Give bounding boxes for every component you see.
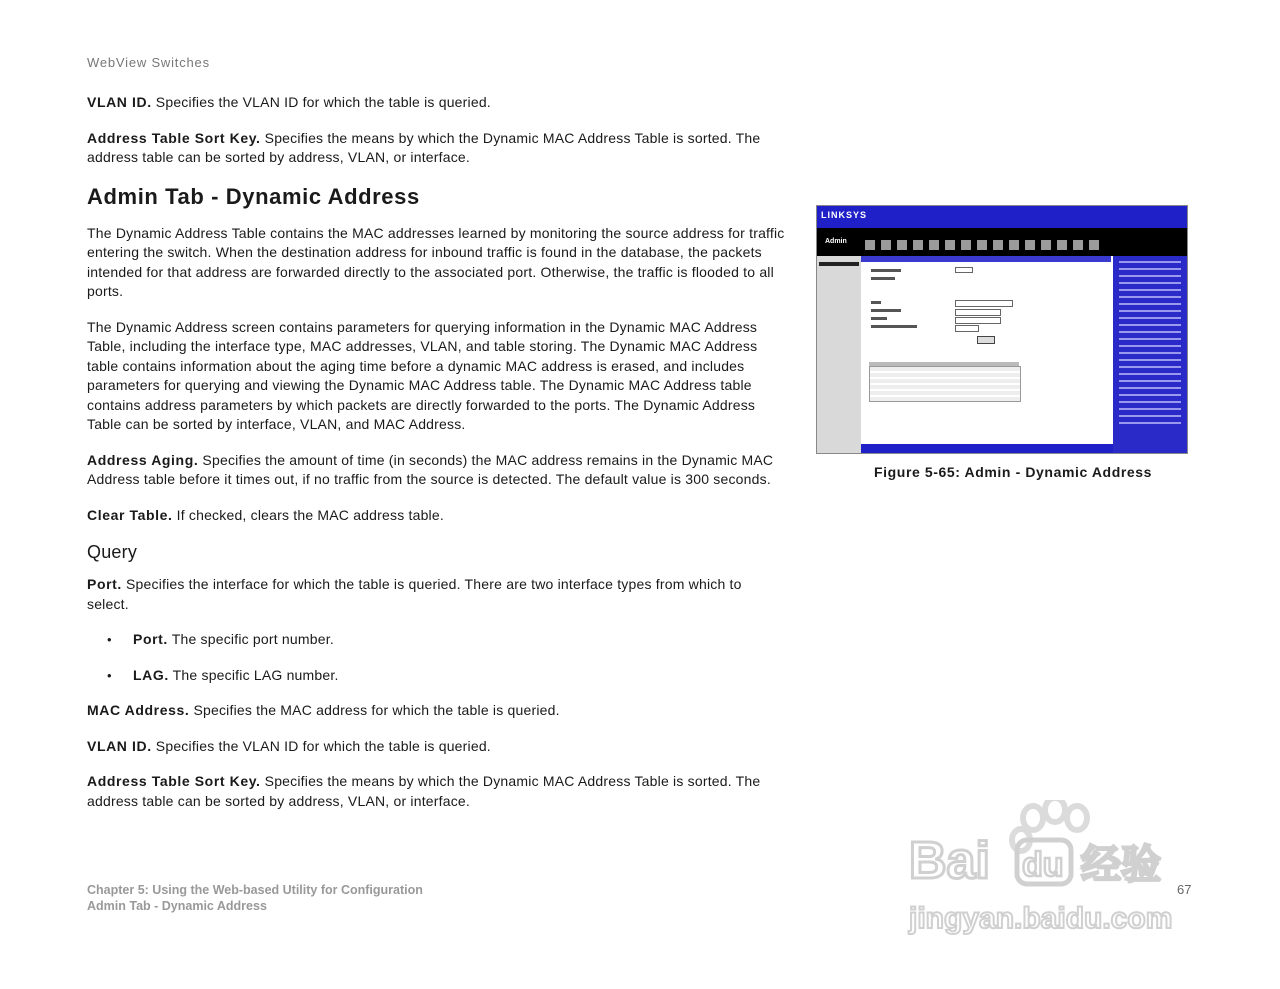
screenshot-bottom-bar <box>861 444 1113 453</box>
clear-table-paragraph <box>87 506 787 526</box>
clear-table-text: If checked, clears the MAC address table. <box>172 506 444 523</box>
svg-text:经验: 经验 <box>1081 842 1161 888</box>
linksys-logo: LINKSYS <box>821 210 868 220</box>
vlan-id-text: Specifies the VLAN ID for which the table is queried. <box>151 94 491 110</box>
sort-key-paragraph <box>87 129 787 168</box>
sort-key-term: Address Table Sort Key. <box>87 129 261 146</box>
sort-key-query-text: Specifies the means by which the Dynamic MAC Address Table is sorted. The address table can be sorted by address, VLAN, or interface. <box>87 773 761 809</box>
mac-address-paragraph <box>87 701 787 721</box>
list-item <box>107 666 787 686</box>
port-paragraph <box>87 575 787 614</box>
query-subheading: Query <box>87 542 138 562</box>
bullet-term: LAG. <box>133 666 169 683</box>
page-footer <box>87 882 423 914</box>
running-header: WebView Switches <box>87 55 210 70</box>
screenshot-subtab-bar <box>861 256 1111 262</box>
screenshot-admin-label: Admin <box>825 238 847 245</box>
intro-paragraph: The Dynamic Address Table contains the MAC addresses learned by monitoring the source address for traffic entering the switch. When the destination address for inbound traffic is found in the database, the packets intended for that address are forwarded directly to the associated port. Otherwise, the traffic is flooded to all ports. <box>87 224 785 299</box>
page-number: 67 <box>1177 882 1192 897</box>
screenshot-help-panel <box>1113 256 1187 453</box>
port-term: Port. <box>87 576 122 592</box>
screenshot-sidebar <box>817 256 861 453</box>
vlan-id-query-text: Specifies the VLAN ID for which the table is queried. <box>151 737 491 754</box>
bullet-text: The specific LAG number. <box>168 666 339 683</box>
sort-key-query-paragraph <box>87 772 787 811</box>
figure-caption: Figure 5-65: Admin - Dynamic Address <box>874 464 1153 480</box>
mac-address-text: Specifies the MAC address for which the table is queried. <box>189 702 560 718</box>
section-heading: Admin Tab - Dynamic Address <box>87 183 420 209</box>
bullet-text: The specific port number. <box>167 631 334 647</box>
figure-screenshot <box>816 205 1188 454</box>
list-item <box>107 630 787 650</box>
main-column <box>87 93 787 827</box>
mac-address-term: MAC Address. <box>87 702 190 718</box>
interface-type-list <box>107 630 787 685</box>
footer-chapter: Chapter 5: Using the Web-based Utility for Configuration <box>87 883 423 897</box>
sort-key-query-term: Address Table Sort Key. <box>87 773 261 789</box>
svg-text:du: du <box>1022 846 1064 884</box>
footer-section: Admin Tab - Dynamic Address <box>87 899 267 913</box>
screenshot-main-panel <box>863 264 1109 434</box>
clear-table-term: Clear Table. <box>87 506 173 523</box>
vlan-id-query-paragraph <box>87 737 787 757</box>
vlan-id-query-term: VLAN ID. <box>87 737 152 754</box>
svg-text:Bai: Bai <box>909 832 990 890</box>
screen-description-paragraph: The Dynamic Address screen contains parameters for querying information in the Dynamic MAC Address Table, including the interface type, MAC addresses, VLAN, and table storing. The Dynamic MAC Address table contains information about the aging time before a dynamic MAC address is erased, and includes parameters for querying and viewing the Dynamic MAC Address table. The Dynamic MAC Address table contains address parameters by which packets are directly forwarded to the ports. The Dynamic Address Table can be sorted by interface, VLAN, and MAC Address. <box>87 318 758 432</box>
screenshot-table <box>869 366 1021 402</box>
svg-text:jingyan.baidu.com: jingyan.baidu.com <box>909 902 1173 935</box>
port-text: Specifies the interface for which the table is queried. There are two interface types from which to select. <box>87 576 742 612</box>
vlan-id-paragraph <box>87 93 787 113</box>
bullet-term: Port. <box>133 631 168 647</box>
sort-key-text: Specifies the means by which the Dynamic MAC Address Table is sorted. The address table can be sorted by address, VLAN, or interface. <box>87 129 761 165</box>
screenshot-tabs <box>865 240 1105 250</box>
screenshot-title-bar <box>817 206 1187 228</box>
address-aging-term: Address Aging. <box>87 451 199 468</box>
address-aging-paragraph <box>87 451 787 490</box>
baidu-watermark <box>905 800 1205 940</box>
address-aging-text: Specifies the amount of time (in seconds) the MAC address remains in the Dynamic MAC Address table before it times out, if no traffic from the source is detected. The default value is 300 seconds. <box>87 451 774 487</box>
vlan-id-term: VLAN ID. <box>87 94 152 110</box>
